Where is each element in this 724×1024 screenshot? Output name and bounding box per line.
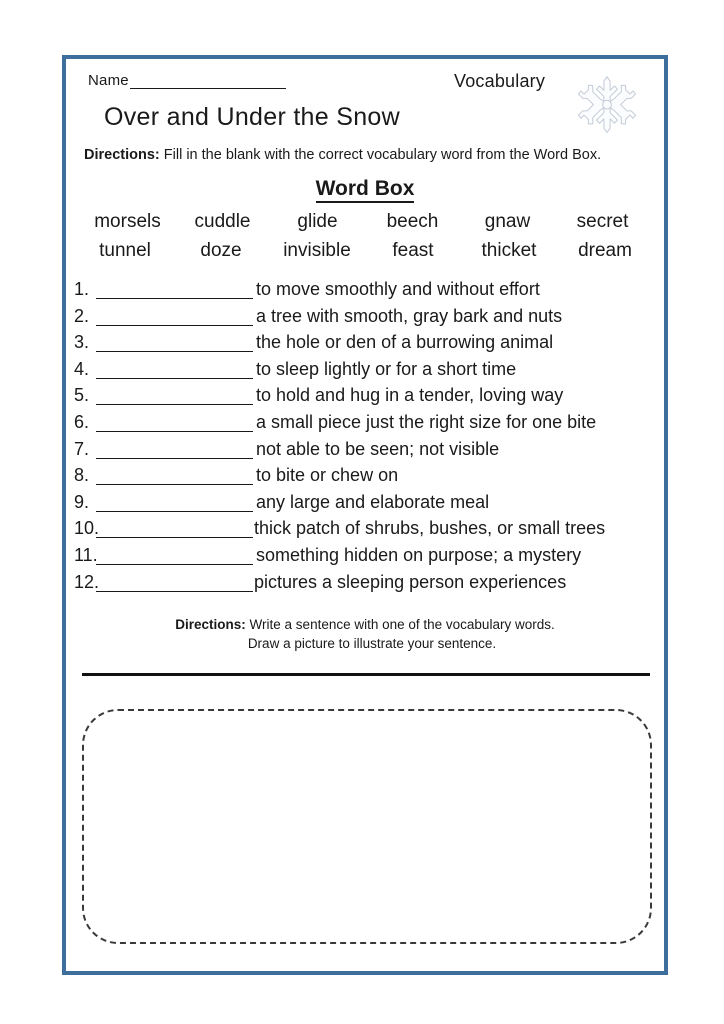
word-box-word[interactable]: morsels: [94, 211, 161, 232]
word-box-word[interactable]: glide: [297, 211, 338, 232]
directions-text-line2: Draw a picture to illustrate your sentence.: [247, 636, 497, 651]
item-number: 3.: [74, 332, 90, 353]
item-definition: to move smoothly and without effort: [256, 279, 540, 299]
word-box-word[interactable]: beech: [386, 211, 439, 232]
word-box-word[interactable]: feast: [392, 240, 434, 261]
word-box-word[interactable]: cuddle: [194, 211, 251, 232]
list-item: [74, 570, 664, 597]
item-definition: pictures a sleeping person experiences: [254, 571, 567, 592]
directions-text-line1: Write a sentence with one of the vocabulary words.: [249, 617, 555, 632]
item-definition: to sleep lightly or for a short time: [256, 358, 517, 379]
directions-write-sentence: [66, 615, 664, 653]
item-definition: the hole or den of a burrowing animal: [256, 332, 554, 353]
word-box-word[interactable]: thicket: [481, 240, 537, 261]
list-item: [74, 357, 664, 384]
name-input-blank[interactable]: [130, 88, 286, 89]
list-item: [74, 383, 664, 410]
item-number: 12.: [74, 571, 100, 592]
list-item: [74, 437, 664, 464]
sentence-writing-line[interactable]: [82, 673, 650, 676]
item-number: 5.: [74, 385, 90, 406]
item-number: 6.: [74, 411, 90, 432]
subject-label: Vocabulary: [454, 71, 546, 91]
item-answer-blank[interactable]: [96, 298, 253, 299]
word-box-row-2: [66, 240, 664, 262]
directions-text: Fill in the blank with the correct vocabulary word from the Word Box.: [163, 147, 602, 163]
item-definition: any large and elaborate meal: [256, 491, 490, 512]
item-answer-blank[interactable]: [96, 404, 253, 405]
item-answer-blank[interactable]: [96, 511, 253, 512]
item-answer-blank[interactable]: [96, 484, 253, 485]
item-answer-blank[interactable]: [96, 591, 253, 592]
item-definition: to hold and hug in a tender, loving way: [256, 385, 564, 406]
list-item: [74, 410, 664, 437]
item-answer-blank[interactable]: [96, 378, 253, 379]
item-number: 2.: [74, 305, 90, 326]
word-box-word[interactable]: invisible: [283, 240, 351, 261]
item-number: 4.: [74, 358, 90, 379]
item-answer-blank[interactable]: [96, 325, 253, 326]
list-item: [74, 277, 664, 304]
list-item: [74, 490, 664, 517]
item-definition: something hidden on purpose; a mystery: [256, 544, 582, 565]
word-box-row-1: [66, 211, 664, 233]
directions-label: Directions:: [175, 617, 246, 632]
item-definition: a small piece just the right size for one bite: [256, 411, 597, 432]
word-box-word[interactable]: doze: [200, 240, 242, 261]
directions-label: Directions:: [84, 147, 160, 163]
list-item: [74, 304, 664, 331]
item-number: 8.: [74, 465, 90, 486]
item-definition: thick patch of shrubs, bushes, or small trees: [254, 518, 606, 539]
list-item: [74, 543, 664, 570]
drawing-area[interactable]: [82, 709, 652, 944]
item-definition: a tree with smooth, gray bark and nuts: [256, 305, 563, 326]
list-item: [74, 463, 664, 490]
list-item: [74, 330, 664, 357]
word-box-word[interactable]: gnaw: [484, 211, 531, 232]
name-label: Name: [88, 72, 129, 89]
item-answer-blank[interactable]: [96, 351, 253, 352]
header: [66, 59, 664, 109]
item-answer-blank[interactable]: [96, 537, 253, 538]
item-answer-blank[interactable]: [96, 458, 253, 459]
item-number: 9.: [74, 491, 90, 512]
worksheet-page: [62, 55, 668, 975]
word-box-heading-text: Word Box: [316, 177, 415, 203]
item-number: 10.: [74, 518, 100, 539]
item-answer-blank[interactable]: [96, 431, 253, 432]
item-answer-blank[interactable]: [96, 564, 253, 565]
item-number: 11.: [74, 544, 98, 565]
item-definition: to bite or chew on: [256, 465, 399, 486]
directions-fill-in-blank: [84, 147, 601, 163]
item-number: 7.: [74, 438, 90, 459]
word-box-word[interactable]: tunnel: [99, 240, 151, 261]
word-box-word[interactable]: secret: [576, 211, 629, 232]
vocabulary-items-list: [74, 277, 664, 596]
snowflake-icon: [576, 73, 638, 135]
item-number: 1.: [74, 279, 90, 299]
word-box-word[interactable]: dream: [578, 240, 632, 261]
page-title: Over and Under the Snow: [104, 103, 400, 131]
item-definition: not able to be seen; not visible: [256, 438, 500, 459]
list-item: [74, 516, 664, 543]
word-box-heading: [66, 177, 664, 201]
